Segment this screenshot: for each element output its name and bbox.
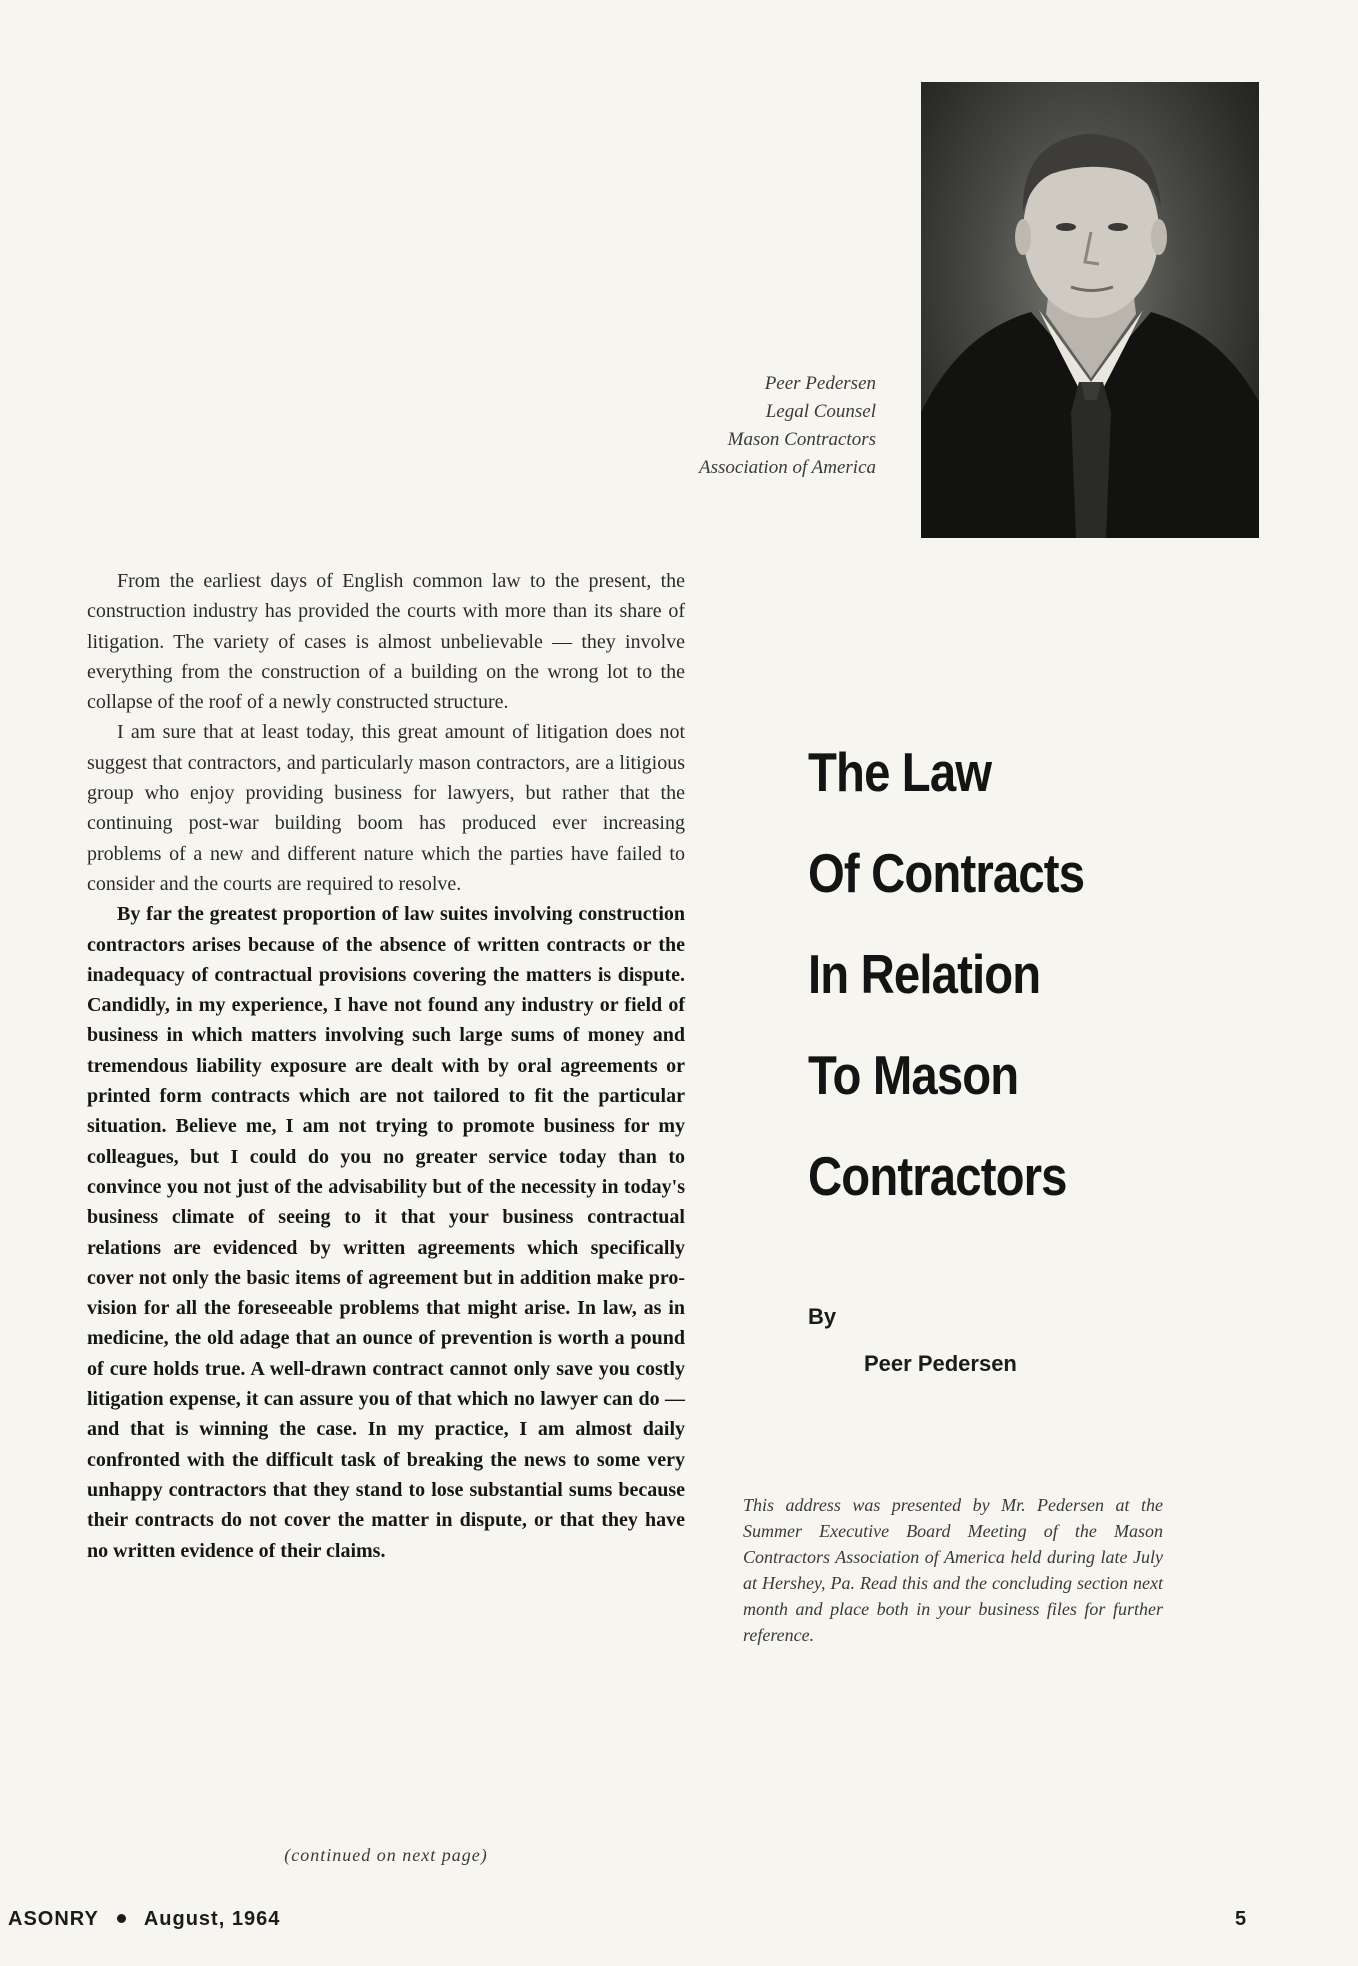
portrait-illustration <box>921 82 1259 538</box>
article-body <box>87 566 685 1566</box>
title-line: The Law <box>808 741 992 803</box>
magazine-name: ASONRY <box>8 1908 99 1930</box>
caption-line: Legal Counsel <box>765 401 876 422</box>
editor-note: This address was presented by Mr. Pedersen at the Summer Executive Board Meeting of the Mason Contractors Association of America held during late July at Hershey, Pa. Read this and the concluding section next month and place both in your business files for further reference. <box>743 1495 1163 1645</box>
bullet-icon <box>117 1914 126 1923</box>
byline-by: By <box>808 1304 837 1329</box>
author-portrait <box>921 82 1259 538</box>
photo-caption <box>560 370 876 482</box>
article-paragraph-bold: By far the greatest proportion of law suites involving construction contractors arises because of the absence of written contracts or the inadequacy of contractual provisions covering the matters is dispute. Candidly, in my experience, I have not found any industry or field of business in which matters involving such large sums of money and tremendous liability exposure are dealt with by oral agreements or printed form contracts which are not tailored to fit the particular situation. Believe me, I am not trying to promote business for my colleagues, but I could do you no greater service today than to convince you not just of the advisability but of the necessity in today's business climate of seeing to it that your business contractual relations are evidenced by written agreements which specifically cover not only the basic items of agreement but in addition make provision for all the foreseeable problems that might arise. In law, as in medicine, the old adage that an ounce of prevention is worth a pound of cure holds true. A well-drawn contract cannot only save you costly litigation expense, it can assure you of that which no lawyer can do — and that is winning the case. In my practice, I am almost daily confronted with the difficult task of breaking the news to some very unhappy contractors that they stand to lose substantial sums because their contracts do not cover the matter in dispute, or that they have no written evidence of their claims. <box>87 903 685 1562</box>
title-line: In Relation <box>808 943 1041 1005</box>
title-line: Of Contracts <box>808 842 1085 904</box>
continued-note: (continued on next page) <box>284 1845 488 1865</box>
title-line: Contractors <box>808 1145 1067 1207</box>
issue-date: August, 1964 <box>143 1908 281 1930</box>
title-line: To Mason <box>808 1044 1019 1106</box>
article-title <box>808 722 1288 1227</box>
article-paragraph: From the earliest days of English common law to the present, the construction industry has provided the courts with more than its share of litigation. The variety of cases is almost unbelievable — they involve everything from the construction of a building on the wrong lot to the collapse of the roof of a newly constructed structure. <box>87 570 685 714</box>
page-footer <box>0 1908 1358 1948</box>
page-number: 5 <box>1235 1908 1247 1930</box>
article-paragraph: I am sure that at least today, this great amount of litigation does not suggest that contractors, and particularly mason contractors, are a litigious group who enjoy providing business for lawyers, but rather that the continuing post-war building boom has produced ever increasing problems of a new and different nature which the parties have failed to consider and the courts are required to resolve. <box>87 721 685 895</box>
caption-line: Peer Pedersen <box>764 373 876 394</box>
caption-line: Association of America <box>699 457 876 478</box>
byline-author: Peer Pedersen <box>864 1351 1017 1376</box>
footer-left <box>8 1908 280 1931</box>
caption-line: Mason Contractors <box>727 429 876 450</box>
